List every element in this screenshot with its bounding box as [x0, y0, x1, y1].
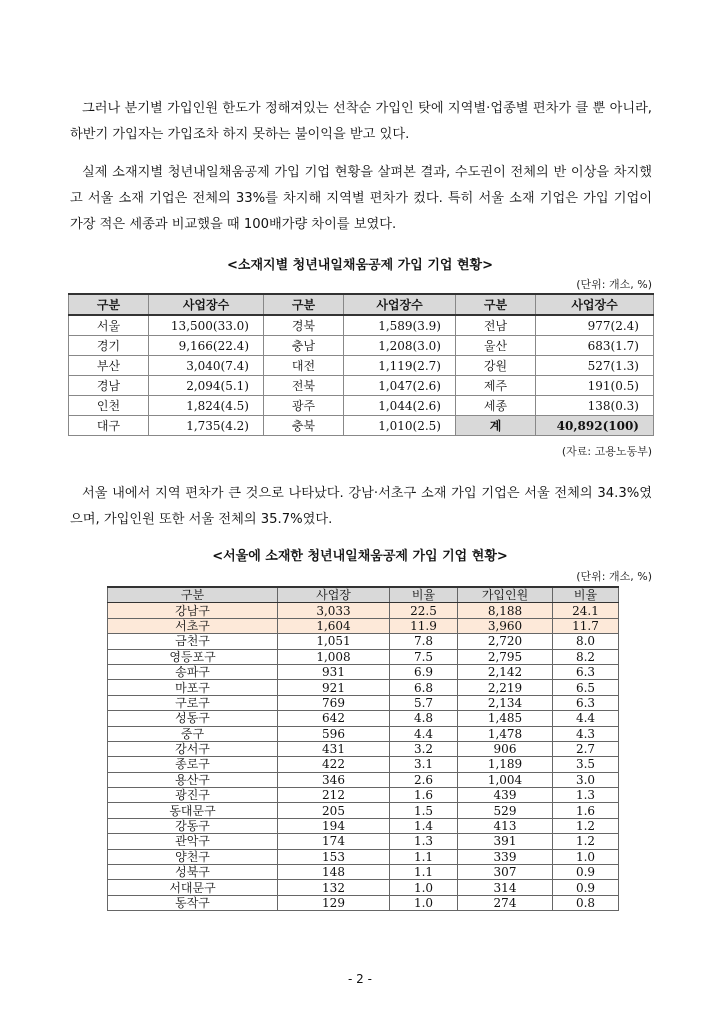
count-cell: 1,589(3.9) — [344, 315, 456, 336]
value-cell: 307 — [458, 865, 553, 880]
value-cell: 11.9 — [390, 618, 458, 633]
table-row — [69, 315, 654, 336]
value-cell: 11.7 — [553, 618, 619, 633]
region-cell: 대구 — [69, 416, 149, 436]
value-cell: 2.6 — [390, 772, 458, 787]
header-cell: 사업장수 — [149, 294, 264, 315]
value-cell: 1.0 — [390, 895, 458, 910]
value-cell: 921 — [278, 680, 390, 695]
table-row — [69, 356, 654, 376]
header-cell: 구분 — [456, 294, 536, 315]
table-row — [108, 649, 619, 664]
value-cell: 132 — [278, 880, 390, 895]
table-row — [108, 803, 619, 818]
value-cell: 7.8 — [390, 634, 458, 649]
value-cell: 422 — [278, 757, 390, 772]
table-row — [69, 336, 654, 356]
value-cell: 346 — [278, 772, 390, 787]
count-cell: 13,500(33.0) — [149, 315, 264, 336]
value-cell: 3.5 — [553, 757, 619, 772]
value-cell: 2,134 — [458, 695, 553, 710]
value-cell: 1,604 — [278, 618, 390, 633]
table-row — [108, 603, 619, 618]
region-cell: 계 — [456, 416, 536, 436]
table-row — [108, 618, 619, 633]
region-cell: 경북 — [264, 315, 344, 336]
region-cell: 제주 — [456, 376, 536, 396]
value-cell: 3,033 — [278, 603, 390, 618]
count-cell: 977(2.4) — [536, 315, 654, 336]
value-cell: 205 — [278, 803, 390, 818]
region-table-header — [69, 294, 654, 315]
table1-source: (자료: 고용노동부) — [561, 445, 652, 458]
value-cell: 1.1 — [390, 849, 458, 864]
value-cell: 769 — [278, 695, 390, 710]
district-cell: 광진구 — [108, 788, 278, 803]
table-row — [108, 726, 619, 741]
count-cell: 3,040(7.4) — [149, 356, 264, 376]
value-cell: 174 — [278, 834, 390, 849]
district-cell: 동작구 — [108, 895, 278, 910]
district-cell: 양천구 — [108, 849, 278, 864]
table-row — [108, 772, 619, 787]
table-row — [108, 664, 619, 679]
table1-caption: <소재지별 청년내일채움공제 가입 기업 현황> — [227, 258, 493, 273]
value-cell: 0.9 — [553, 865, 619, 880]
district-cell: 강서구 — [108, 741, 278, 756]
value-cell: 2.7 — [553, 741, 619, 756]
district-cell: 송파구 — [108, 664, 278, 679]
region-cell: 울산 — [456, 336, 536, 356]
value-cell: 5.7 — [390, 695, 458, 710]
region-cell: 서울 — [69, 315, 149, 336]
district-cell: 관악구 — [108, 834, 278, 849]
value-cell: 1.6 — [390, 788, 458, 803]
table1-unit: (단위: 개소, %) — [576, 278, 652, 291]
table-row — [108, 788, 619, 803]
district-cell: 성북구 — [108, 865, 278, 880]
table-row — [108, 711, 619, 726]
district-cell: 서대문구 — [108, 880, 278, 895]
value-cell: 3,960 — [458, 618, 553, 633]
count-cell: 1,010(2.5) — [344, 416, 456, 436]
value-cell: 1.3 — [553, 788, 619, 803]
header-cell: 비율 — [390, 587, 458, 603]
value-cell: 413 — [458, 818, 553, 833]
header-cell: 구분 — [69, 294, 149, 315]
header-cell: 사업장 — [278, 587, 390, 603]
table-row — [108, 895, 619, 910]
value-cell: 339 — [458, 849, 553, 864]
district-cell: 금천구 — [108, 634, 278, 649]
count-cell: 683(1.7) — [536, 336, 654, 356]
value-cell: 1,008 — [278, 649, 390, 664]
value-cell: 1.2 — [553, 818, 619, 833]
value-cell: 2,142 — [458, 664, 553, 679]
district-cell: 마포구 — [108, 680, 278, 695]
header-cell: 구분 — [108, 587, 278, 603]
value-cell: 7.5 — [390, 649, 458, 664]
table-row — [108, 818, 619, 833]
header-cell: 가입인원 — [458, 587, 553, 603]
count-cell: 1,735(4.2) — [149, 416, 264, 436]
value-cell: 1.5 — [390, 803, 458, 818]
table-row — [108, 695, 619, 710]
value-cell: 8.0 — [553, 634, 619, 649]
region-cell: 대전 — [264, 356, 344, 376]
table-row — [108, 757, 619, 772]
region-table — [68, 293, 654, 436]
value-cell: 2,795 — [458, 649, 553, 664]
value-cell: 1.3 — [390, 834, 458, 849]
district-cell: 구로구 — [108, 695, 278, 710]
value-cell: 0.8 — [553, 895, 619, 910]
page-number: - 2 - — [348, 972, 372, 986]
value-cell: 24.1 — [553, 603, 619, 618]
region-cell: 세종 — [456, 396, 536, 416]
value-cell: 1,478 — [458, 726, 553, 741]
region-cell: 강원 — [456, 356, 536, 376]
value-cell: 1.2 — [553, 834, 619, 849]
count-cell: 1,824(4.5) — [149, 396, 264, 416]
paragraph-2: 실제 소재지별 청년내일채움공제 가입 기업 현황을 살펴본 결과, 수도권이 전체의 반 이상을 차지했고 서울 소재 기업은 전체의 33%를 차지해 지역별 편차가 컸다. 특히 서울 소재 기업은 가입 기업이 가장 적은 세종과 비교했을 때 100배가량 차이를 보였다. — [70, 165, 652, 232]
value-cell: 0.9 — [553, 880, 619, 895]
value-cell: 2,720 — [458, 634, 553, 649]
value-cell: 1,189 — [458, 757, 553, 772]
value-cell: 212 — [278, 788, 390, 803]
district-cell: 중구 — [108, 726, 278, 741]
district-cell: 성동구 — [108, 711, 278, 726]
value-cell: 906 — [458, 741, 553, 756]
count-cell: 191(0.5) — [536, 376, 654, 396]
region-cell: 부산 — [69, 356, 149, 376]
value-cell: 1.0 — [553, 849, 619, 864]
count-cell: 1,044(2.6) — [344, 396, 456, 416]
value-cell: 148 — [278, 865, 390, 880]
value-cell: 6.9 — [390, 664, 458, 679]
value-cell: 194 — [278, 818, 390, 833]
region-cell: 광주 — [264, 396, 344, 416]
header-cell: 사업장수 — [344, 294, 456, 315]
table2-unit: (단위: 개소, %) — [576, 570, 652, 583]
value-cell: 1,051 — [278, 634, 390, 649]
table-row — [108, 880, 619, 895]
count-cell: 1,119(2.7) — [344, 356, 456, 376]
value-cell: 129 — [278, 895, 390, 910]
district-cell: 서초구 — [108, 618, 278, 633]
header-cell: 구분 — [264, 294, 344, 315]
value-cell: 22.5 — [390, 603, 458, 618]
value-cell: 2,219 — [458, 680, 553, 695]
value-cell: 274 — [458, 895, 553, 910]
table-row — [108, 680, 619, 695]
value-cell: 3.2 — [390, 741, 458, 756]
table-row — [108, 834, 619, 849]
value-cell: 3.0 — [553, 772, 619, 787]
value-cell: 153 — [278, 849, 390, 864]
count-cell: 1,208(3.0) — [344, 336, 456, 356]
value-cell: 391 — [458, 834, 553, 849]
district-cell: 용산구 — [108, 772, 278, 787]
table-row — [69, 416, 654, 436]
value-cell: 529 — [458, 803, 553, 818]
seoul-table-header — [108, 587, 619, 603]
value-cell: 1,004 — [458, 772, 553, 787]
value-cell: 1.1 — [390, 865, 458, 880]
value-cell: 314 — [458, 880, 553, 895]
value-cell: 1.0 — [390, 880, 458, 895]
count-cell: 9,166(22.4) — [149, 336, 264, 356]
value-cell: 431 — [278, 741, 390, 756]
value-cell: 1.4 — [390, 818, 458, 833]
value-cell: 3.1 — [390, 757, 458, 772]
region-cell: 경기 — [69, 336, 149, 356]
value-cell: 6.3 — [553, 695, 619, 710]
count-cell: 138(0.3) — [536, 396, 654, 416]
paragraph-1: 그러나 분기별 가입인원 한도가 정해져있는 선착순 가입인 탓에 지역별·업종별 편차가 클 뿐 아니라, 하반기 가입자는 가입조차 하지 못하는 불이익을 받고 있다. — [70, 101, 652, 142]
value-cell: 439 — [458, 788, 553, 803]
table-row — [69, 396, 654, 416]
count-cell: 1,047(2.6) — [344, 376, 456, 396]
table-row — [108, 849, 619, 864]
value-cell: 4.4 — [553, 711, 619, 726]
table-row — [108, 634, 619, 649]
seoul-district-table — [107, 586, 619, 911]
value-cell: 6.3 — [553, 664, 619, 679]
value-cell: 4.8 — [390, 711, 458, 726]
value-cell: 4.3 — [553, 726, 619, 741]
value-cell: 931 — [278, 664, 390, 679]
region-cell: 충북 — [264, 416, 344, 436]
value-cell: 8.2 — [553, 649, 619, 664]
value-cell: 1,485 — [458, 711, 553, 726]
region-cell: 인천 — [69, 396, 149, 416]
region-cell: 충남 — [264, 336, 344, 356]
value-cell: 8,188 — [458, 603, 553, 618]
region-cell: 전북 — [264, 376, 344, 396]
district-cell: 종로구 — [108, 757, 278, 772]
value-cell: 6.5 — [553, 680, 619, 695]
count-cell: 40,892(100) — [536, 416, 654, 436]
count-cell: 527(1.3) — [536, 356, 654, 376]
value-cell: 642 — [278, 711, 390, 726]
header-cell: 비율 — [553, 587, 619, 603]
district-cell: 강동구 — [108, 818, 278, 833]
region-cell: 전남 — [456, 315, 536, 336]
table-row — [108, 865, 619, 880]
value-cell: 1.6 — [553, 803, 619, 818]
value-cell: 4.4 — [390, 726, 458, 741]
paragraph-3: 서울 내에서 지역 편차가 큰 것으로 나타났다. 강남·서초구 소재 가입 기업은 서울 전체의 34.3%였으며, 가입인원 또한 서울 전체의 35.7%였다. — [70, 486, 652, 527]
district-cell: 동대문구 — [108, 803, 278, 818]
value-cell: 596 — [278, 726, 390, 741]
table2-caption: <서울에 소재한 청년내일채움공제 가입 기업 현황> — [212, 549, 508, 564]
value-cell: 6.8 — [390, 680, 458, 695]
header-cell: 사업장수 — [536, 294, 654, 315]
count-cell: 2,094(5.1) — [149, 376, 264, 396]
table-row — [69, 376, 654, 396]
region-cell: 경남 — [69, 376, 149, 396]
table-row — [108, 741, 619, 756]
district-cell: 영등포구 — [108, 649, 278, 664]
district-cell: 강남구 — [108, 603, 278, 618]
